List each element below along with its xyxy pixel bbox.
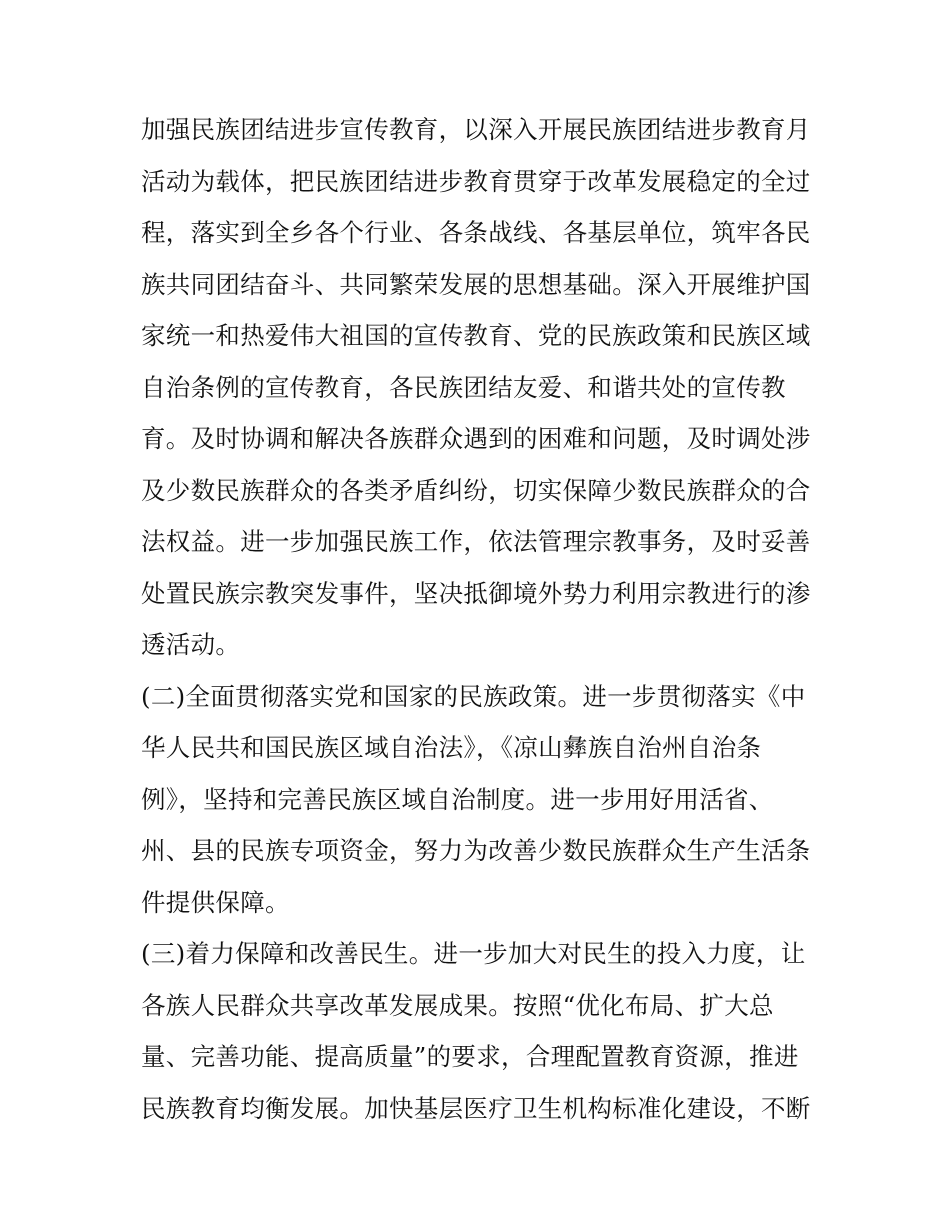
text-line: 民族教育均衡发展。加快基层医疗卫生机构标准化建设，不断 xyxy=(141,1093,811,1123)
text-line: 件提供保障。 xyxy=(141,887,290,917)
text-line: 透活动。 xyxy=(141,630,241,659)
text-line: 华人民共和国民族区域自治法》，《凉山彝族自治州自治条 xyxy=(141,733,762,762)
text-line: 自治条例的宣传教育，各民族团结友爱、和谐共处的宣传教 xyxy=(141,372,786,402)
text-line: 活动为载体，把民族团结进步教育贯穿于改革发展稳定的全过 xyxy=(141,166,811,196)
text-line: 族共同团结奋斗、共同繁荣发展的思想基础。深入开展维护国 xyxy=(141,269,811,299)
text-line: 例》，坚持和完善民族区域自治制度。进一步用好用活省、 xyxy=(141,784,774,814)
text-line: (三)着力保障和改善民生。进一步加大对民生的投入力度，让 xyxy=(141,939,806,968)
text-line: 程，落实到全乡各个行业、各条战线、各基层单位，筑牢各民 xyxy=(141,218,811,247)
text-line: 处置民族宗教突发事件，坚决抵御境外势力利用宗教进行的渗 xyxy=(141,578,811,608)
text-line: 加强民族团结进步宣传教育，以深入开展民族团结进步教育月 xyxy=(141,115,811,144)
text-line: 育。及时协调和解决各族群众遇到的困难和问题，及时调处涉 xyxy=(141,424,811,453)
text-line: 家统一和热爱伟大祖国的宣传教育、党的民族政策和民族区域 xyxy=(141,321,811,350)
text-line: 州、县的民族专项资金，努力为改善少数民族群众生产生活条 xyxy=(141,836,811,865)
text-line: 法权益。进一步加强民族工作，依法管理宗教事务，及时妥善 xyxy=(141,527,811,556)
text-line: 及少数民族群众的各类矛盾纠纷，切实保障少数民族群众的合 xyxy=(141,475,811,505)
text-line: 各族人民群众共享改革发展成果。按照“优化布局、扩大总 xyxy=(141,990,774,1020)
body-text xyxy=(141,104,821,1134)
text-line: 量、完善功能、提高质量”的要求，合理配置教育资源，推进 xyxy=(141,1042,799,1071)
text-line: (二)全面贯彻落实党和国家的民族政策。进一步贯彻落实《中 xyxy=(141,681,806,711)
